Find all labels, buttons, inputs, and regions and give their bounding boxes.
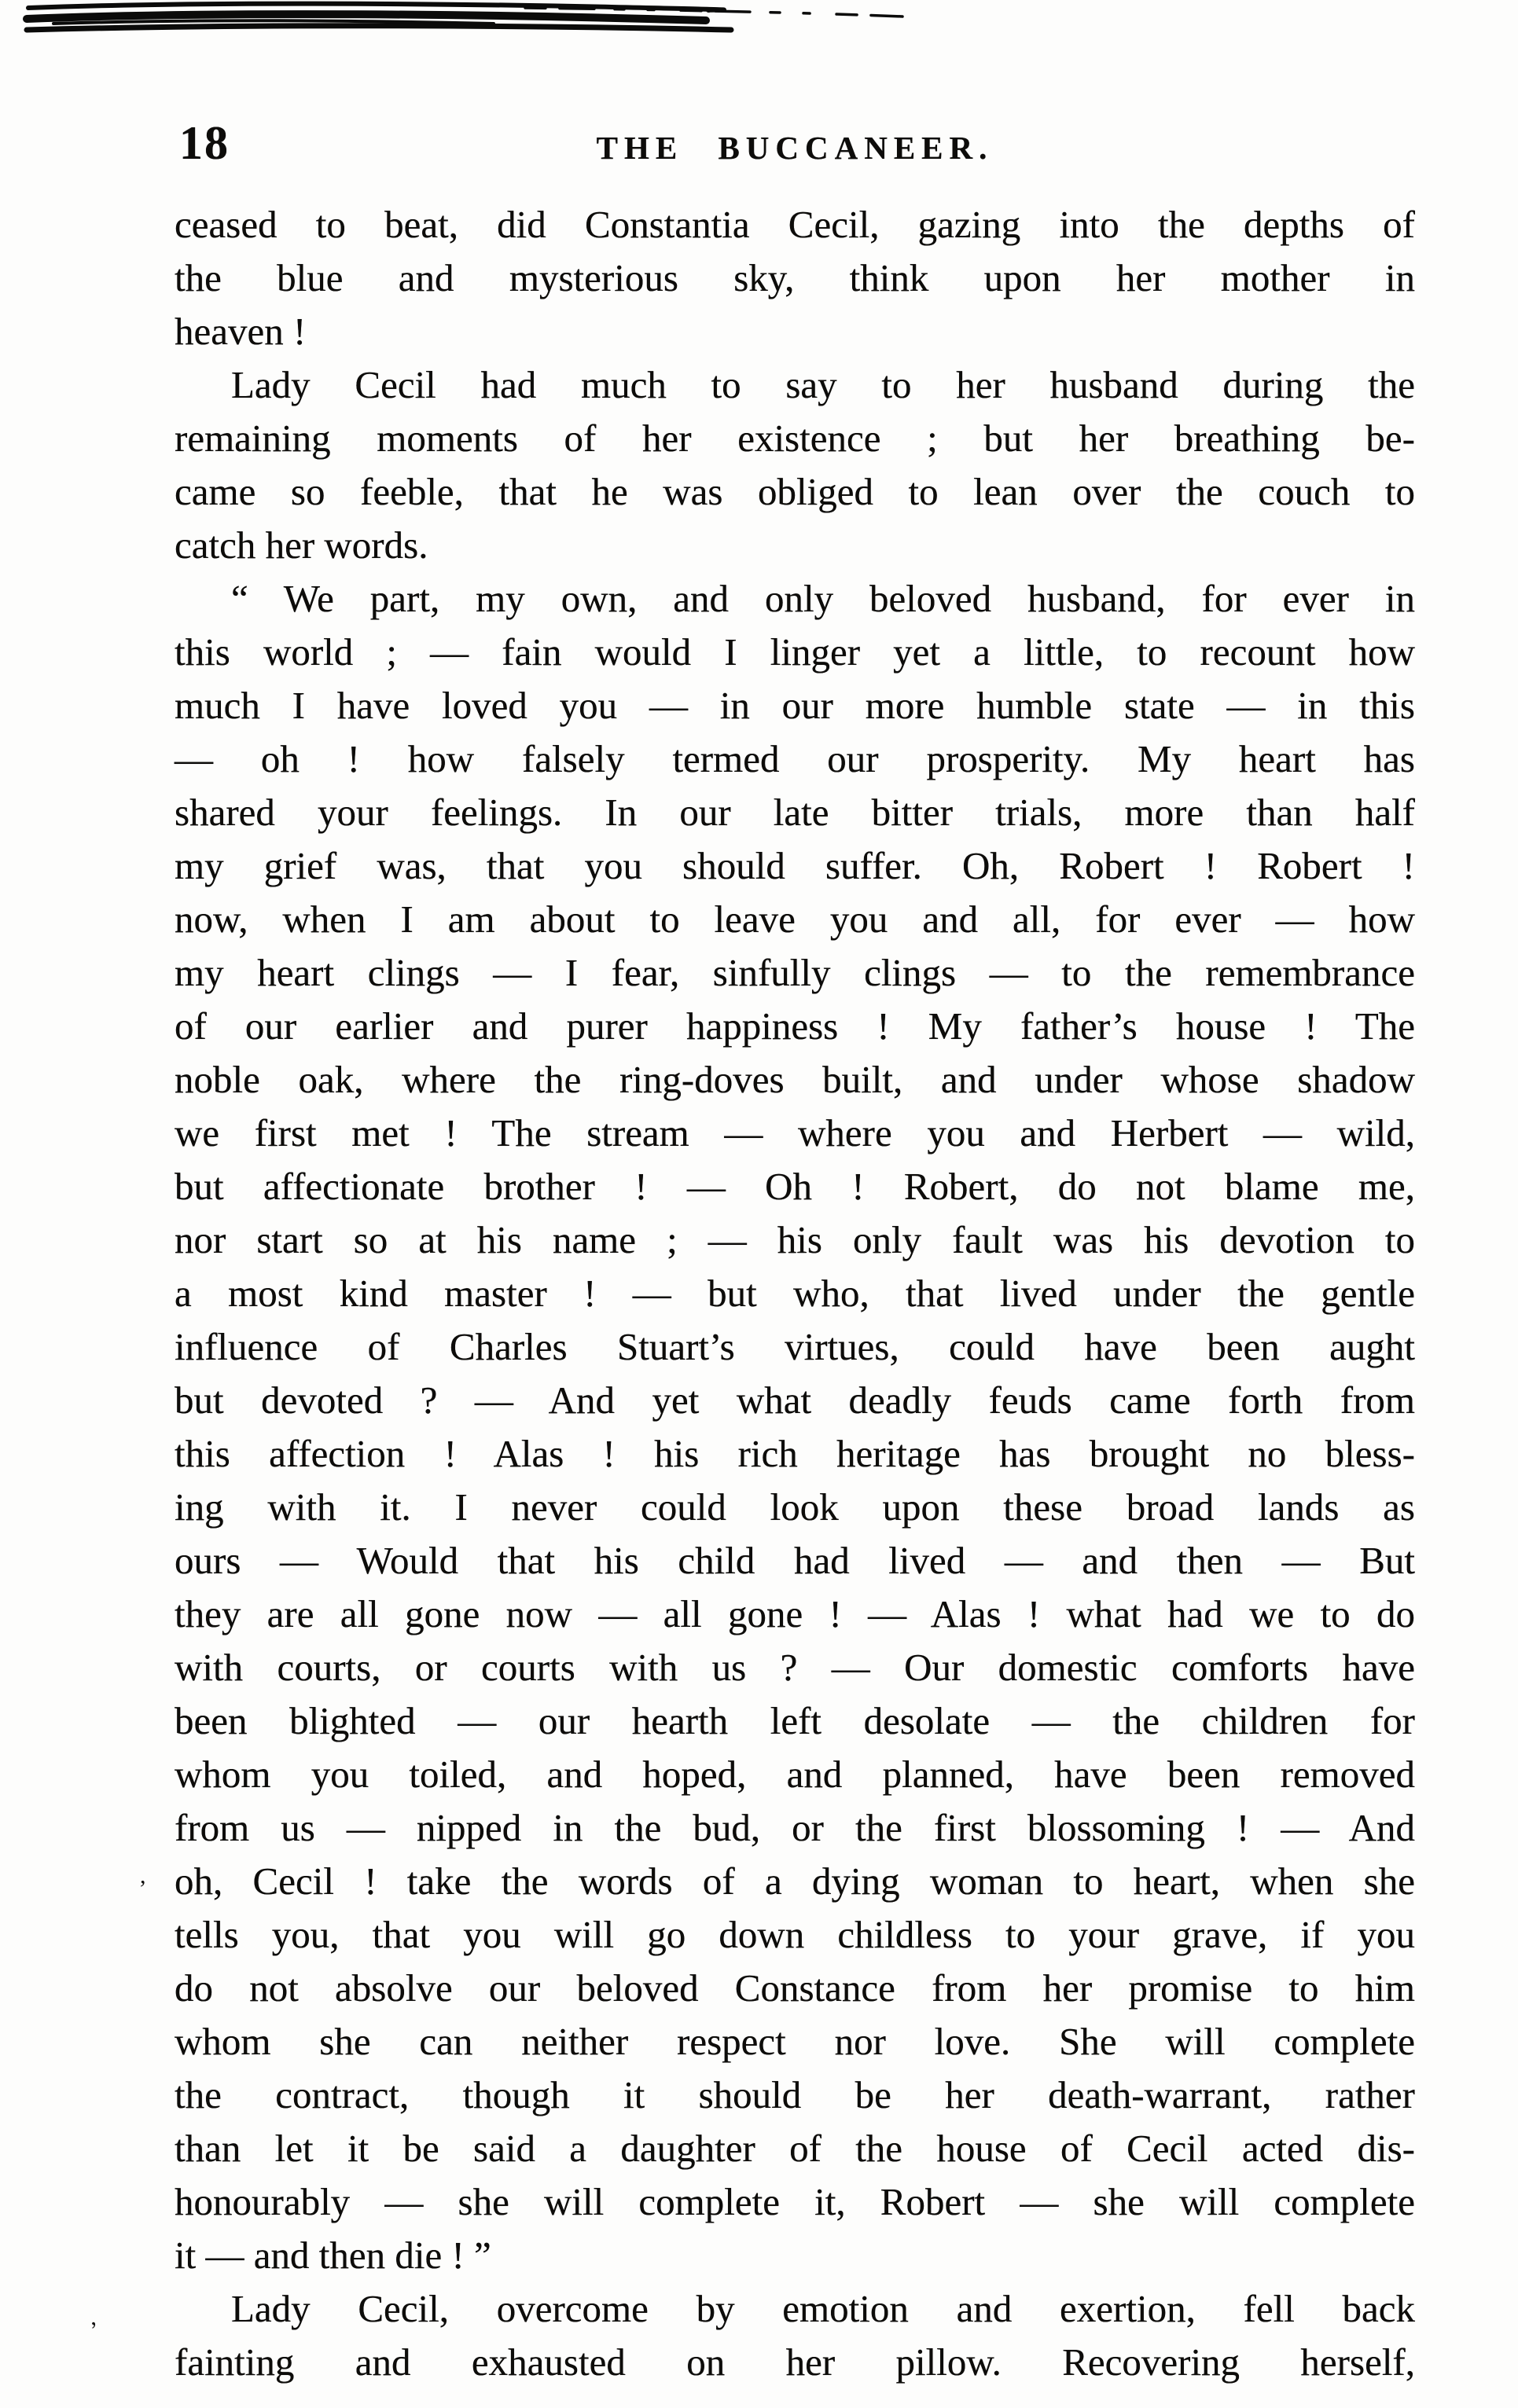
text-line: been blighted — our hearth left desolate — the children for <box>175 1699 1415 1742</box>
page-number: 18 <box>179 117 230 169</box>
text-line: than let it be said a daughter of the house of Cecil acted dis- <box>175 2127 1415 2170</box>
text-line: influence of Charles Stuart’s virtues, could have been aught <box>175 1325 1415 1368</box>
text-line: nor start so at his name ; — his only fault was his devotion to <box>175 1218 1415 1261</box>
text-line: of our earlier and purer happiness ! My father’s house ! The <box>175 1004 1415 1048</box>
text-line: this affection ! Alas ! his rich heritage has brought no bless- <box>175 1432 1415 1475</box>
text-line: shared your feelings. In our late bitter trials, more than half <box>175 791 1415 834</box>
text-line: noble oak, where the ring-doves built, and under whose shadow <box>175 1058 1415 1101</box>
text-line: remaining moments of her existence ; but her breathing be- <box>175 417 1415 460</box>
margin-mark: , <box>87 2303 98 2331</box>
text-line: came so feeble, that he was obliged to lean over the couch to <box>175 470 1415 513</box>
text-line: — oh ! how falsely termed our prosperity. My heart has <box>175 737 1415 780</box>
text-line: Lady Cecil, overcome by emotion and exertion, fell back <box>231 2287 1415 2330</box>
text-line: but devoted ? — And yet what deadly feuds came forth from <box>175 1378 1415 1422</box>
text-line: much I have loved you — in our more humble state — in this <box>175 684 1415 727</box>
text-line: but affectionate brother ! — Oh ! Robert, do not blame me, <box>175 1165 1415 1208</box>
text-line: whom you toiled, and hoped, and planned, have been removed <box>175 1753 1415 1796</box>
text-line: the contract, though it should be her death-warrant, rather <box>175 2073 1415 2116</box>
text-line: whom she can neither respect nor love. She will complete <box>175 2020 1415 2063</box>
text-line: do not absolve our beloved Constance from her promise to him <box>175 1966 1415 2010</box>
text-line: now, when I am about to leave you and all, for ever — how <box>175 897 1415 941</box>
text-line: “ We part, my own, and only beloved husband, for ever in <box>231 577 1415 620</box>
text-line: ours — Would that his child had lived — and then — But <box>175 1539 1415 1582</box>
margin-mark: , <box>140 1863 146 1889</box>
text-line: the blue and mysterious sky, think upon her mother in <box>175 256 1415 299</box>
text-line: ing with it. I never could look upon these broad lands as <box>175 1485 1415 1529</box>
text-line: with courts, or courts with us ? — Our domestic comforts have <box>175 1646 1415 1689</box>
scan-artifact-lines <box>22 0 926 43</box>
text-block <box>175 198 1415 2389</box>
text-line: it — and then die ! ” <box>175 2234 491 2277</box>
text-line: catch her words. <box>175 523 428 567</box>
text-line: a most kind master ! — but who, that lived under the gentle <box>175 1272 1415 1315</box>
text-line: from us — nipped in the bud, or the first blossoming ! — And <box>175 1806 1415 1849</box>
text-line: oh, Cecil ! take the words of a dying woman to heart, when she <box>175 1859 1415 1903</box>
text-line: ceased to beat, did Constantia Cecil, gazing into the depths of <box>175 203 1415 246</box>
text-line: they are all gone now — all gone ! — Alas ! what had we to do <box>175 1592 1415 1635</box>
text-line: we first met ! The stream — where you and Herbert — wild, <box>175 1111 1415 1154</box>
text-line: this world ; — fain would I linger yet a little, to recount how <box>175 630 1415 674</box>
running-title: THE BUCCANEER. <box>596 130 994 166</box>
text-line: Lady Cecil had much to say to her husband during the <box>231 363 1415 406</box>
text-line: my grief was, that you should suffer. Oh, Robert ! Robert ! <box>175 844 1415 887</box>
text-line: fainting and exhausted on her pillow. Recovering herself, <box>175 2340 1415 2384</box>
text-line: heaven ! <box>175 310 307 353</box>
text-line: tells you, that you will go down childless to your grave, if you <box>175 1913 1415 1956</box>
text-line: honourably — she will complete it, Robert — she will complete <box>175 2180 1415 2223</box>
page-header <box>175 116 1415 195</box>
text-line: my heart clings — I fear, sinfully clings — to the remembrance <box>175 951 1415 994</box>
